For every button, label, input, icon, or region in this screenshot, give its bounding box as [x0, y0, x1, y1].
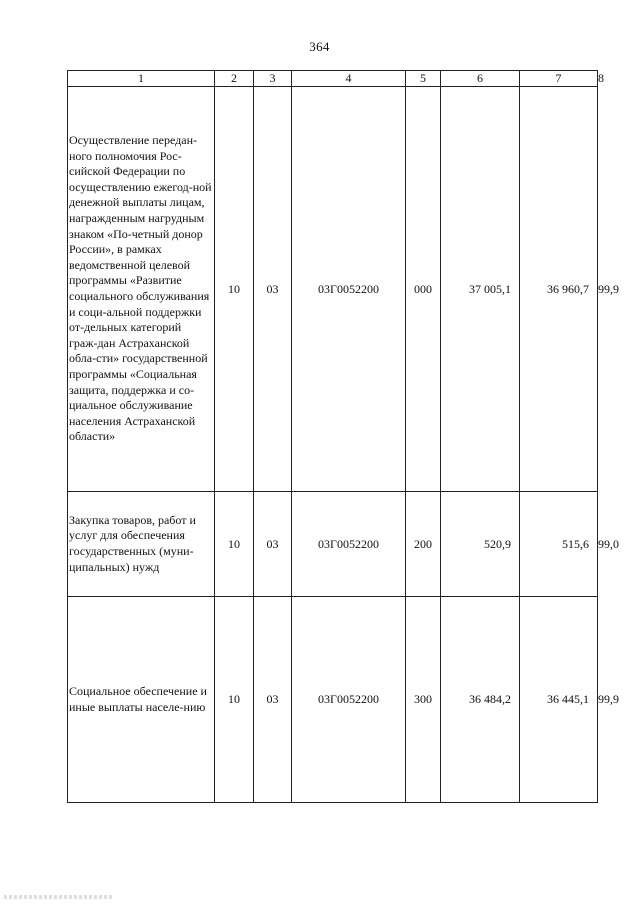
- cell-target-article: 03Г0052200: [292, 492, 406, 597]
- cell-executed: 36 445,1: [520, 597, 598, 803]
- cell-name: Закупка товаров, работ и услуг для обеспечения государственных (муни-ципальных) нужд: [68, 492, 215, 597]
- cell-executed: 36 960,7: [520, 87, 598, 492]
- cell-target-article: 03Г0052200: [292, 87, 406, 492]
- column-header-6: 6: [441, 71, 520, 87]
- column-header-1: 1: [68, 71, 215, 87]
- scan-artifact: [4, 895, 114, 899]
- cell-subsection: 03: [254, 597, 292, 803]
- cell-planned: 36 484,2: [441, 597, 520, 803]
- cell-section: 10: [215, 597, 254, 803]
- table-row: Социальное обеспечение и иные выплаты населе-нию 10 03 03Г0052200 300 36 484,2 36 445,1 99,9: [68, 597, 598, 803]
- cell-planned: 520,9: [441, 492, 520, 597]
- cell-section: 10: [215, 87, 254, 492]
- cell-name: Социальное обеспечение и иные выплаты населе-нию: [68, 597, 215, 803]
- column-header-2: 2: [215, 71, 254, 87]
- budget-table: [67, 70, 619, 803]
- cell-section: 10: [215, 492, 254, 597]
- cell-expense-type: 200: [406, 492, 441, 597]
- table-row: Осуществление передан-ного полномочия Рос-сийской Федерации по осуществлению ежегод-ной денежной выплаты лицам, награжденным нагрудным знаком «По-четный донор России», в рамках ведомственной целевой программы «Развитие социального обслуживания и соци-альной поддержки от-дельных категорий граж-дан Астраханской обла-сти» государственной программы «Социальная защита, поддержка и со-циальное обслуживание населения Астраханской области» 10 03 03Г0052200 000 37 005,1 36 960,7 99,9: [68, 87, 598, 492]
- column-header-5: 5: [406, 71, 441, 87]
- cell-target-article: 03Г0052200: [292, 597, 406, 803]
- cell-subsection: 03: [254, 87, 292, 492]
- cell-planned: 37 005,1: [441, 87, 520, 492]
- header-row: 1 2 3 4 5 6 7 8: [68, 71, 598, 87]
- column-header-3: 3: [254, 71, 292, 87]
- cell-expense-type: 300: [406, 597, 441, 803]
- table-row: Закупка товаров, работ и услуг для обеспечения государственных (муни-ципальных) нужд 10 03 03Г0052200 200 520,9 515,6 99,0: [68, 492, 598, 597]
- cell-name: Осуществление передан-ного полномочия Рос-сийской Федерации по осуществлению ежегод-ной денежной выплаты лицам, награжденным нагрудным знаком «По-четный донор России», в рамках ведомственной целевой программы «Развитие социального обслуживания и соци-альной поддержки от-дельных категорий граж-дан Астраханской обла-сти» государственной программы «Социальная защита, поддержка и со-циальное обслуживание населения Астраханской области»: [68, 87, 215, 492]
- cell-executed: 515,6: [520, 492, 598, 597]
- cell-expense-type: 000: [406, 87, 441, 492]
- page-number: 364: [309, 39, 330, 54]
- column-header-7: 7: [520, 71, 598, 87]
- column-header-4: 4: [292, 71, 406, 87]
- cell-subsection: 03: [254, 492, 292, 597]
